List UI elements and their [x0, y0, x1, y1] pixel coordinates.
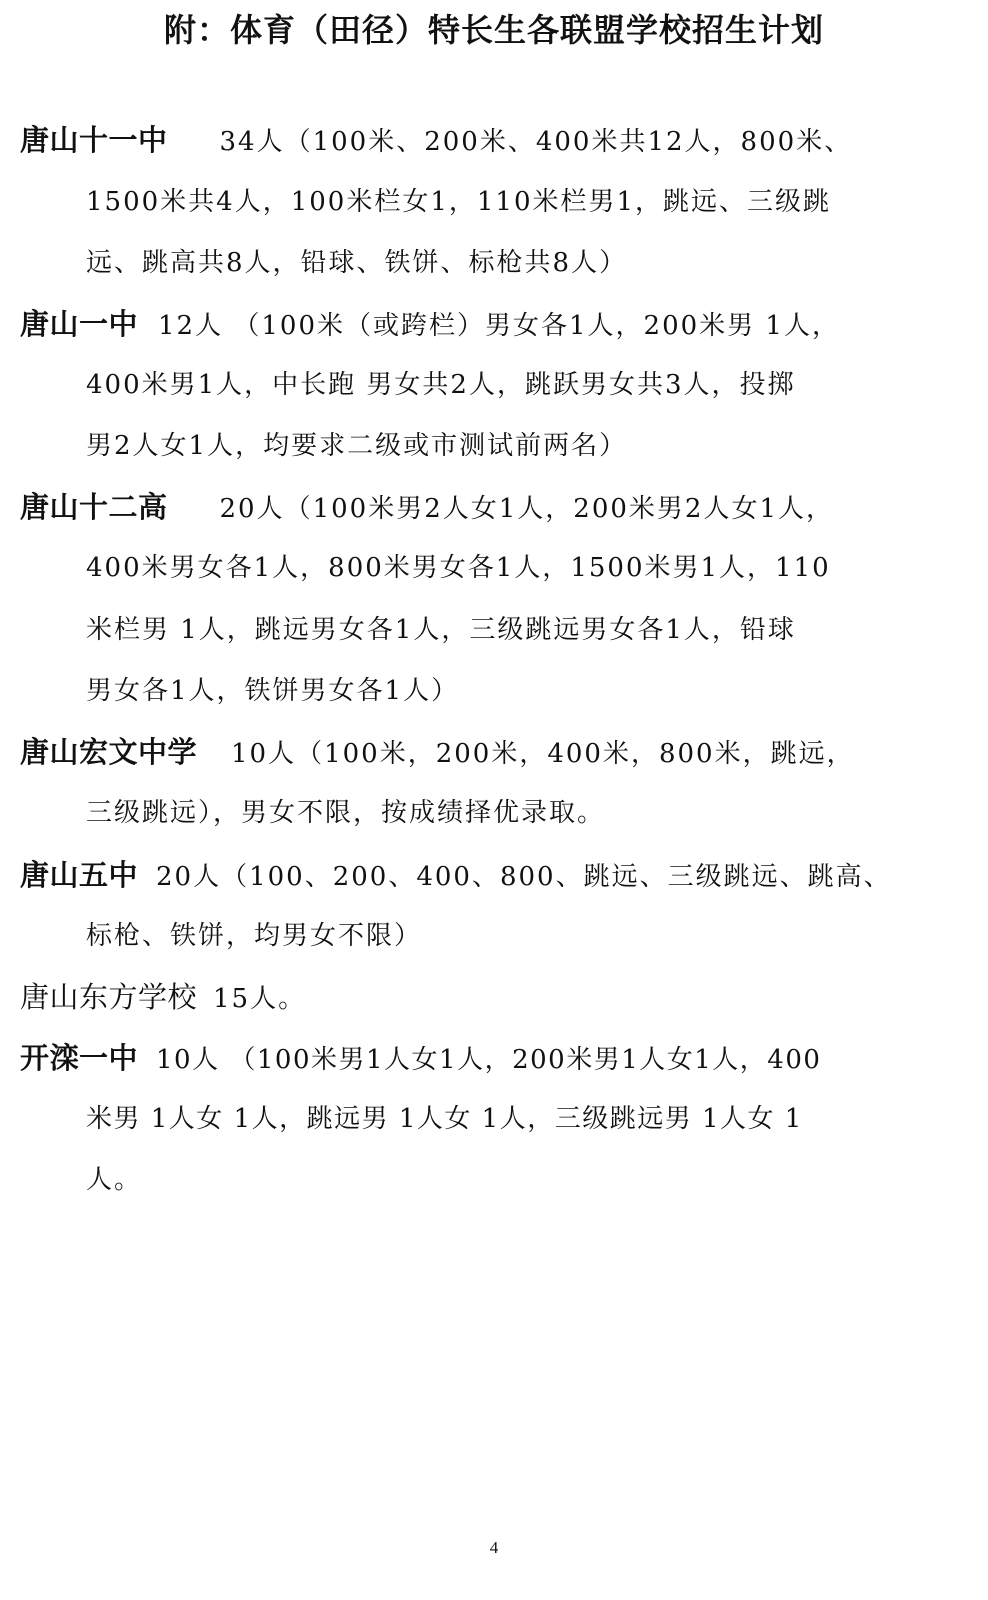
school-name: 唐山十一中: [20, 123, 168, 157]
school-name: 唐山一中: [20, 307, 139, 341]
plan-line: 标枪、铁饼，均男女不限）: [86, 921, 423, 951]
plan-line: 400米男1人，中长跑 男女共2人，跳跃男女共3人，投掷: [86, 370, 796, 400]
entry-first-line: [20, 302, 840, 346]
plan-text: 20人（100、200、400、800、跳远、三级跳远、跳高、: [156, 862, 892, 892]
entry-first-line: [20, 853, 892, 897]
entry-first-line: [20, 730, 855, 774]
plan-line: 1500米共4人，100米栏女1，110米栏男1，跳远、三级跳: [86, 187, 832, 217]
plan-text: 10人 （100米男1人女1人，200米男1人女1人，400: [156, 1045, 822, 1075]
entry-first-line: [20, 1036, 821, 1080]
plan-text: 20人（100米男2人女1人，200米男2人女1人，: [219, 494, 835, 524]
document-title: 附：体育（田径）特长生各联盟学校招生计划: [163, 11, 824, 49]
plan-line: 远、跳高共8人，铅球、铁饼、标枪共8人）: [86, 248, 628, 278]
school-name: 唐山五中: [20, 858, 139, 892]
entry-first-line: [20, 118, 852, 162]
plan-line: 三级跳远），男女不限，按成绩择优录取。: [86, 798, 606, 828]
plan-line: 400米男女各1人，800米男女各1人，1500米男1人，110: [86, 553, 831, 583]
entry-first-line: [20, 975, 306, 1019]
plan-line: 人。: [86, 1165, 143, 1195]
school-name: 唐山宏文中学: [20, 735, 198, 769]
school-name: 唐山十二高: [20, 490, 168, 524]
plan-line: 男女各1人，铁饼男女各1人）: [86, 676, 460, 706]
plan-line: 米栏男 1人，跳远男女各1人，三级跳远男女各1人，铅球: [86, 615, 796, 645]
plan-text: 34人（100米、200米、400米共12人，800米、: [219, 127, 853, 157]
plan-line: 米男 1人女 1人，跳远男 1人女 1人，三级跳远男 1人女 1: [86, 1104, 803, 1134]
school-name: 开滦一中: [20, 1041, 139, 1075]
page-number: 4: [489, 1538, 499, 1557]
school-name: 唐山东方学校: [20, 980, 198, 1014]
plan-text: 12人 （100米（或跨栏）男女各1人，200米男 1人，: [158, 311, 840, 341]
plan-text: 15人。: [213, 984, 307, 1014]
plan-line: 男2人女1人，均要求二级或市测试前两名）: [86, 431, 628, 461]
plan-text: 10人（100米，200米，400米，800米，跳远，: [231, 739, 855, 769]
entry-first-line: [20, 485, 834, 529]
